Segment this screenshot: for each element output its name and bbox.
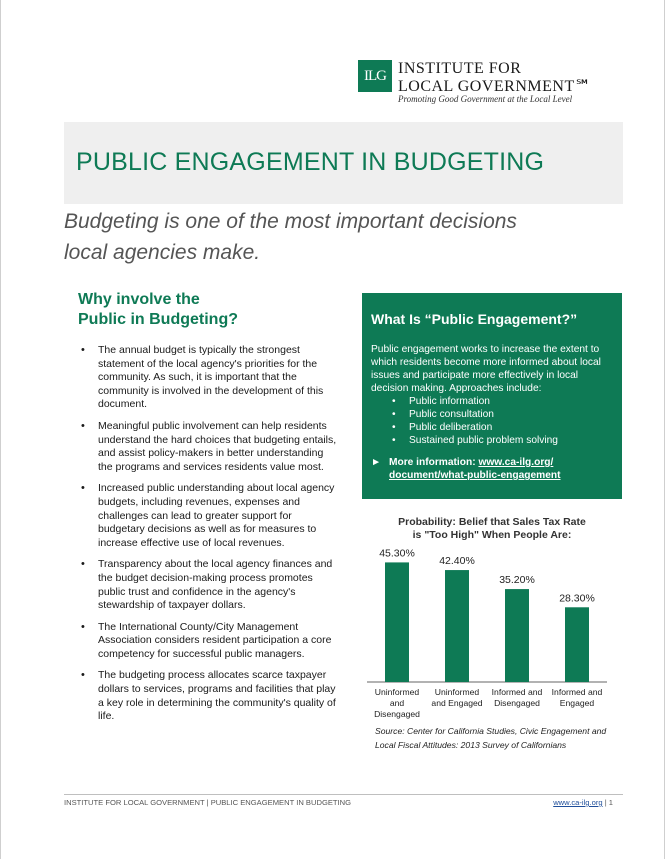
- footer-link[interactable]: www.ca-ilg.org: [553, 798, 603, 807]
- page-number: | 1: [602, 798, 613, 807]
- arrow-icon: ►: [371, 457, 382, 468]
- sales-tax-chart: [362, 510, 622, 720]
- list-item: • Public consultation: [392, 408, 614, 421]
- list-item: • Public information: [392, 395, 614, 408]
- list-item: • The budgeting process allocates scarce taxpayer dollars to services, programs and facilities that play a key role in determining the community's quality of life.: [78, 669, 340, 723]
- ilg-logo-mark: ILG: [358, 60, 392, 92]
- chart-bar: [385, 562, 409, 682]
- chart-source: Source: Center for California Studies, Civic Engagement and Local Fiscal Attitudes: 2013 Survey of Californians: [375, 726, 607, 750]
- subtitle-line2: local agencies make.: [64, 241, 261, 264]
- footer-right: [553, 798, 613, 807]
- chart-plot: [362, 510, 622, 720]
- box-text: Public engagement works to increase the extent to which residents become more informed about local issues and participate more effectively in local decision making. Approaches include:: [371, 344, 601, 394]
- why-involve-heading: [78, 290, 340, 330]
- logo-name-line1: INSTITUTE FOR: [398, 60, 522, 77]
- more-label: More information:: [389, 457, 476, 468]
- category-tick-label: Disengaged: [494, 698, 540, 708]
- list-item: • Transparency about the local agency finances and the budget decision-making process promotes public trust and confidence in the agency's stewardship of taxpayer dollars.: [78, 558, 340, 612]
- category-tick-label: Uninformed: [434, 687, 480, 697]
- bar-value-label: 45.30%: [379, 547, 415, 560]
- footer-text: INSTITUTE FOR LOCAL GOVERNMENT | PUBLIC ENGAGEMENT IN BUDGETING: [64, 798, 352, 807]
- box-heading: What Is “Public Engagement?”: [371, 311, 578, 327]
- page-title: PUBLIC ENGAGEMENT IN BUDGETING: [76, 148, 545, 176]
- category-tick-label: Informed and: [491, 687, 543, 697]
- bar-value-label: 28.30%: [559, 592, 595, 605]
- title-band: [64, 122, 623, 204]
- public-engagement-box: [362, 293, 622, 499]
- category-tick-label: and: [389, 698, 405, 708]
- category-tick-label: Engaged: [559, 698, 595, 708]
- heading-line2: Public in Budgeting?: [78, 311, 238, 328]
- chart-title-line1: Probability: Belief that Sales Tax Rate: [398, 516, 586, 528]
- ilg-logo: [358, 60, 618, 110]
- list-item: • The International County/City Management Association considers resident participation a core competency for successful public managers.: [78, 621, 340, 662]
- list-item: • The annual budget is typically the strongest statement of the local agency's priorities for the community. As such, it is important that the community is involved in the development of this document.: [78, 344, 340, 412]
- chart-title-line2: is "Too High" When People Are:: [412, 529, 572, 541]
- chart-bar: [565, 607, 589, 682]
- bar-value-label: 42.40%: [439, 555, 475, 568]
- chart-bar: [445, 570, 469, 682]
- logo-tagline: Promoting Good Government at the Local Level: [398, 94, 573, 104]
- list-item: • Meaningful public involvement can help residents understand the hard choices that budgeting entails, and assist policy-makers in better understanding the programs and services residents value most.: [78, 420, 340, 474]
- footer-divider: [64, 794, 623, 795]
- why-involve-section: [78, 290, 340, 732]
- bar-value-label: 35.20%: [499, 574, 535, 587]
- approaches-list: [392, 395, 614, 447]
- heading-line1: Why involve the: [78, 291, 200, 308]
- more-info-link[interactable]: www.ca-ilg.org/: [478, 457, 554, 468]
- subtitle-line1: Budgeting is one of the most important decisions: [64, 210, 517, 233]
- list-item: • Public deliberation: [392, 421, 614, 434]
- category-tick-label: and Engaged: [431, 698, 483, 708]
- logo-name-line2: LOCAL GOVERNMENT℠: [398, 78, 592, 95]
- category-tick-label: Disengaged: [374, 709, 420, 719]
- list-item: • Increased public understanding about local agency budgets, including revenues, expenses and challenges can lead to greater support for budgetary decisions as well as for measures to increase effective use of local revenues.: [78, 482, 340, 550]
- more-information: [371, 456, 614, 482]
- more-info-link-cont[interactable]: document/what-public-engagement: [389, 470, 561, 481]
- list-item: • Sustained public problem solving: [392, 434, 614, 447]
- category-tick-label: Informed and: [551, 687, 603, 697]
- why-involve-list: [78, 344, 340, 724]
- chart-bar: [505, 589, 529, 682]
- category-tick-label: Uninformed: [374, 687, 420, 697]
- page-subtitle: [64, 206, 604, 268]
